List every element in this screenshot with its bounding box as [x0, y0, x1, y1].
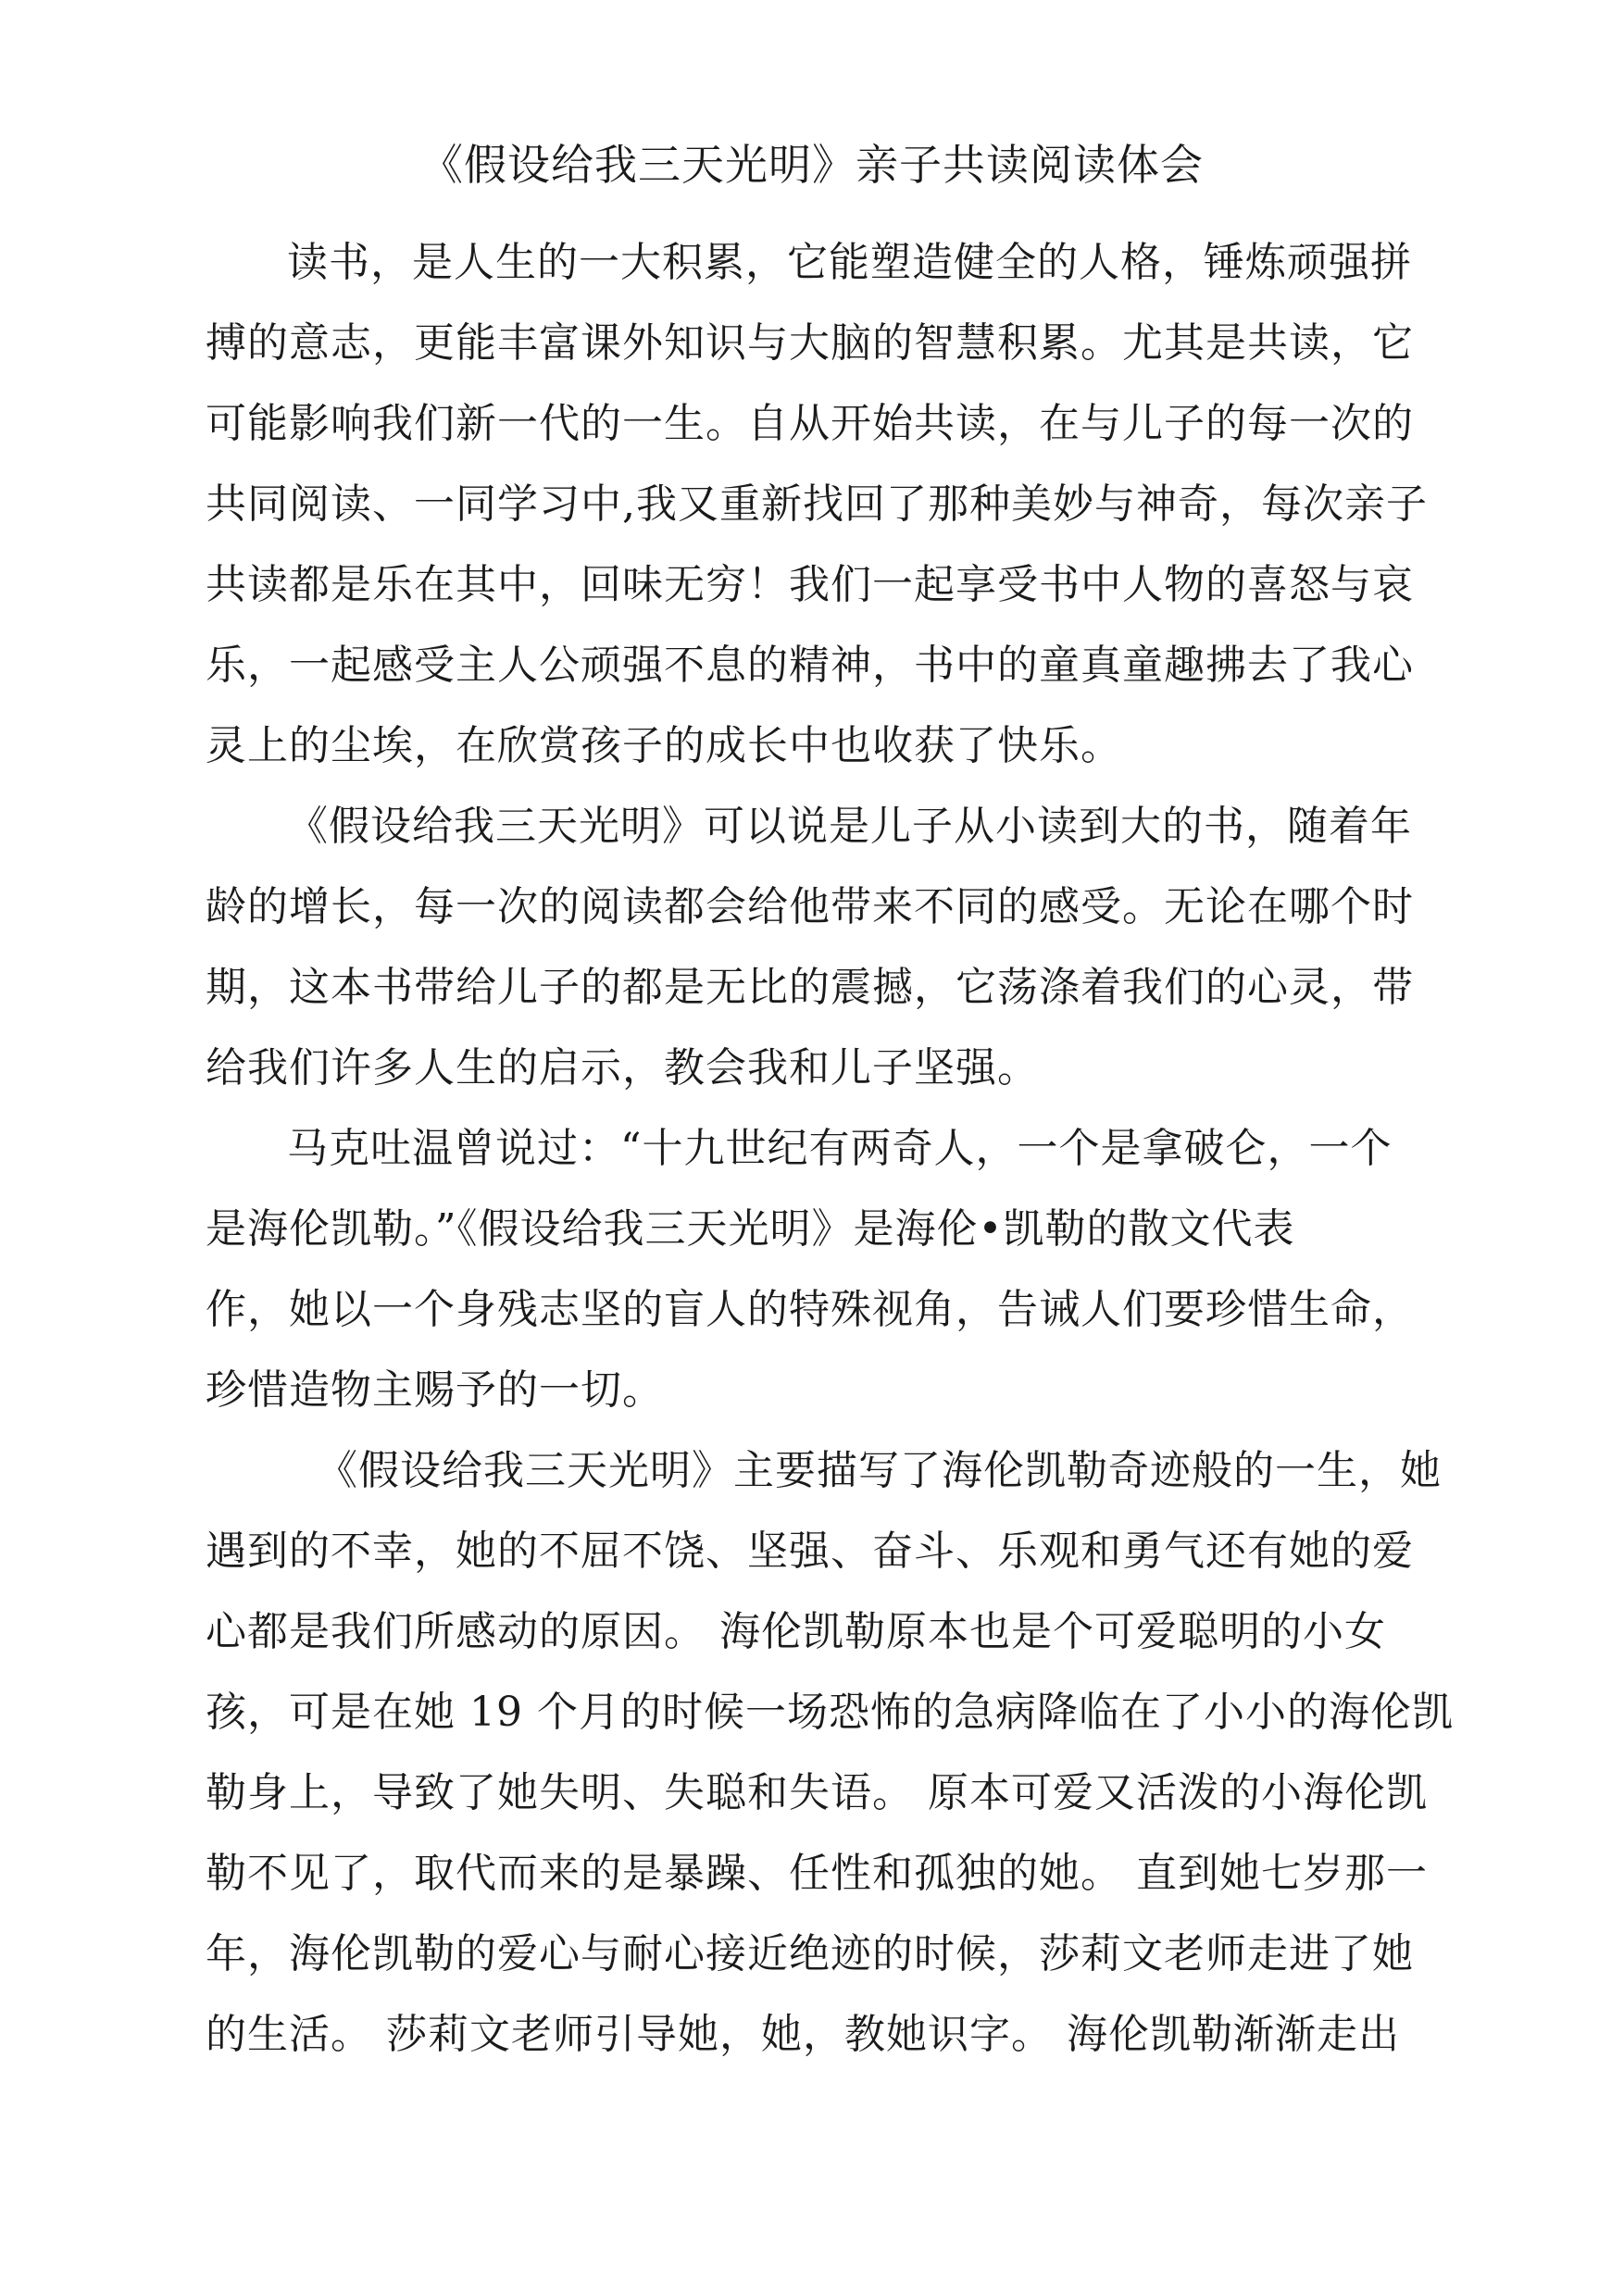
paragraph-line: 年，海伦凯勒的爱心与耐心接近绝迹的时候，莎莉文老师走进了她: [206, 1930, 1414, 1977]
paragraph-line: 龄的增长，每一次的阅读都会给他带来不同的感受。无论在哪个时: [206, 883, 1414, 930]
paragraph-4: [206, 1430, 1454, 2075]
paragraph-line: 是海伦凯勒。”《假设给我三天光明》是海伦•凯勒的散文代表: [206, 1205, 1295, 1253]
paragraph-line: 作，她以一个身残志坚的盲人的特殊视角，告诫人们要珍惜生命，: [206, 1286, 1414, 1333]
paragraph-line: 勒不见了，取代而来的是暴躁、任性和孤独的她。 直到她七岁那一: [206, 1850, 1428, 1897]
paragraph-line: 搏的意志，更能丰富课外知识与大脑的智慧积累。尤其是共读，它: [206, 319, 1414, 367]
paragraph-line: 读书，是人生的一大积累，它能塑造健全的人格，锤炼顽强拼: [287, 239, 1412, 286]
paragraph-line: 《假设给我三天光明》可以说是儿子从小读到大的书，随着年: [287, 803, 1412, 850]
paragraph-line: 勒身上，导致了她失明、失聪和失语。 原本可爱又活泼的小海伦凯: [206, 1769, 1428, 1816]
paragraph-line: 给我们许多人生的启示，教会我和儿子坚强。: [206, 1044, 1039, 1091]
paragraph-line: 共同阅读、一同学习中,我又重新找回了那种美妙与神奇，每次亲子: [206, 480, 1428, 528]
paragraph-3: [206, 1108, 1428, 1430]
paragraph-line: 孩，可是在她 19 个月的时候一场恐怖的急病降临在了小小的海伦凯: [206, 1689, 1454, 1736]
paragraph-line: 可能影响我们新一代的一生。自从开始共读，在与儿子的每一次的: [206, 400, 1414, 447]
paragraph-line: 珍惜造物主赐予的一切。: [206, 1366, 664, 1414]
paragraph-line: 共读都是乐在其中，回味无穷！我们一起享受书中人物的喜怒与哀: [206, 561, 1414, 608]
paragraph-line: 灵上的尘埃，在欣赏孩子的成长中也收获了快乐。: [206, 722, 1122, 769]
paragraph-line: 遇到的不幸，她的不屈不饶、坚强、奋斗、乐观和勇气还有她的爱: [206, 1528, 1414, 1575]
paragraph-line: 马克吐温曾说过：“十九世纪有两奇人，一个是拿破仑，一个: [287, 1125, 1393, 1172]
paragraph-line: 心都是我们所感动的原因。 海伦凯勒原本也是个可爱聪明的小女: [206, 1608, 1386, 1655]
paragraph-2: [206, 786, 1428, 1108]
paragraph-line: 期，这本书带给儿子的都是无比的震撼，它荡涤着我们的心灵，带: [206, 964, 1414, 1011]
paragraph-line: 乐，一起感受主人公顽强不息的精神，书中的童真童趣拂去了我心: [206, 642, 1414, 689]
paragraph-line: 《假设给我三天光明》主要描写了海伦凯勒奇迹般的一生，她: [317, 1447, 1442, 1494]
document-body: [206, 222, 1454, 2075]
paragraph-line: 的生活。 莎莉文老师引导她，她，教她识字。 海伦凯勒渐渐走出: [206, 2011, 1400, 2058]
paragraph-1: [206, 222, 1428, 786]
document-title: 《假设给我三天光明》亲子共读阅读体会: [420, 140, 1204, 190]
